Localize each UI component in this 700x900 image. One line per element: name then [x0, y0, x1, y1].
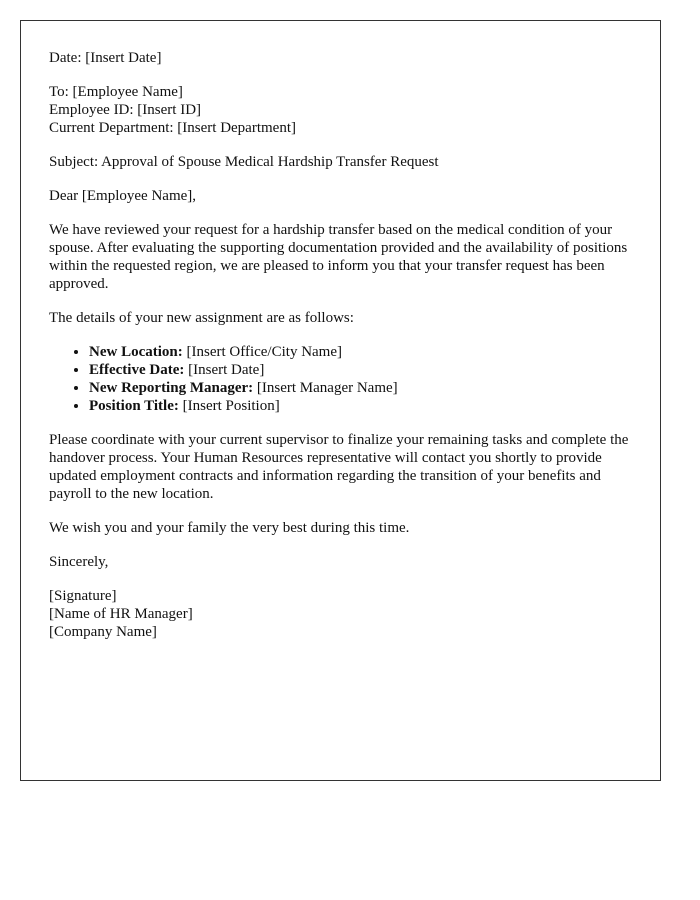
- list-item: [89, 361, 632, 379]
- detail-value: [Insert Date]: [184, 362, 265, 378]
- closing: Sincerely,: [49, 554, 109, 570]
- body-paragraph-3: We wish you and your family the very best during this time.: [49, 520, 410, 536]
- list-item: [89, 379, 632, 397]
- employee-id: Employee ID: [Insert ID]: [49, 102, 202, 118]
- details-intro: The details of your new assignment are as follows:: [49, 310, 354, 326]
- recipient-block: [49, 83, 632, 137]
- current-department: Current Department: [Insert Department]: [49, 120, 296, 136]
- subject-line: Subject: Approval of Spouse Medical Hardship Transfer Request: [49, 154, 439, 170]
- signature: [Signature]: [49, 588, 117, 604]
- detail-label: New Location:: [89, 344, 183, 360]
- body-paragraph-1: We have reviewed your request for a hardship transfer based on the medical condition of your spouse. After evaluating the supporting documentation provided and the availability of positions within the requested region, we are pleased to inform you that your transfer request has been approved.: [49, 222, 628, 292]
- recipient-to: To: [Employee Name]: [49, 84, 183, 100]
- list-item: [89, 397, 632, 415]
- detail-value: [Insert Manager Name]: [253, 380, 398, 396]
- details-list: [49, 343, 632, 415]
- company-name: [Company Name]: [49, 624, 157, 640]
- signature-block: [49, 587, 632, 641]
- body-paragraph-2: Please coordinate with your current supervisor to finalize your remaining tasks and complete the handover process. Your Human Resources representative will contact you shortly to provide updated employment contracts and information regarding the transition of your benefits and payroll to the new location.: [49, 432, 629, 502]
- detail-value: [Insert Office/City Name]: [182, 344, 343, 360]
- salutation: Dear [Employee Name],: [49, 188, 197, 204]
- detail-label: Position Title:: [89, 398, 179, 414]
- detail-label: New Reporting Manager:: [89, 380, 254, 396]
- letter: [20, 20, 661, 781]
- date-line: Date: [Insert Date]: [49, 50, 162, 66]
- detail-label: Effective Date:: [89, 362, 185, 378]
- list-item: [89, 343, 632, 361]
- hr-manager-name: [Name of HR Manager]: [49, 606, 193, 622]
- detail-value: [Insert Position]: [178, 398, 280, 414]
